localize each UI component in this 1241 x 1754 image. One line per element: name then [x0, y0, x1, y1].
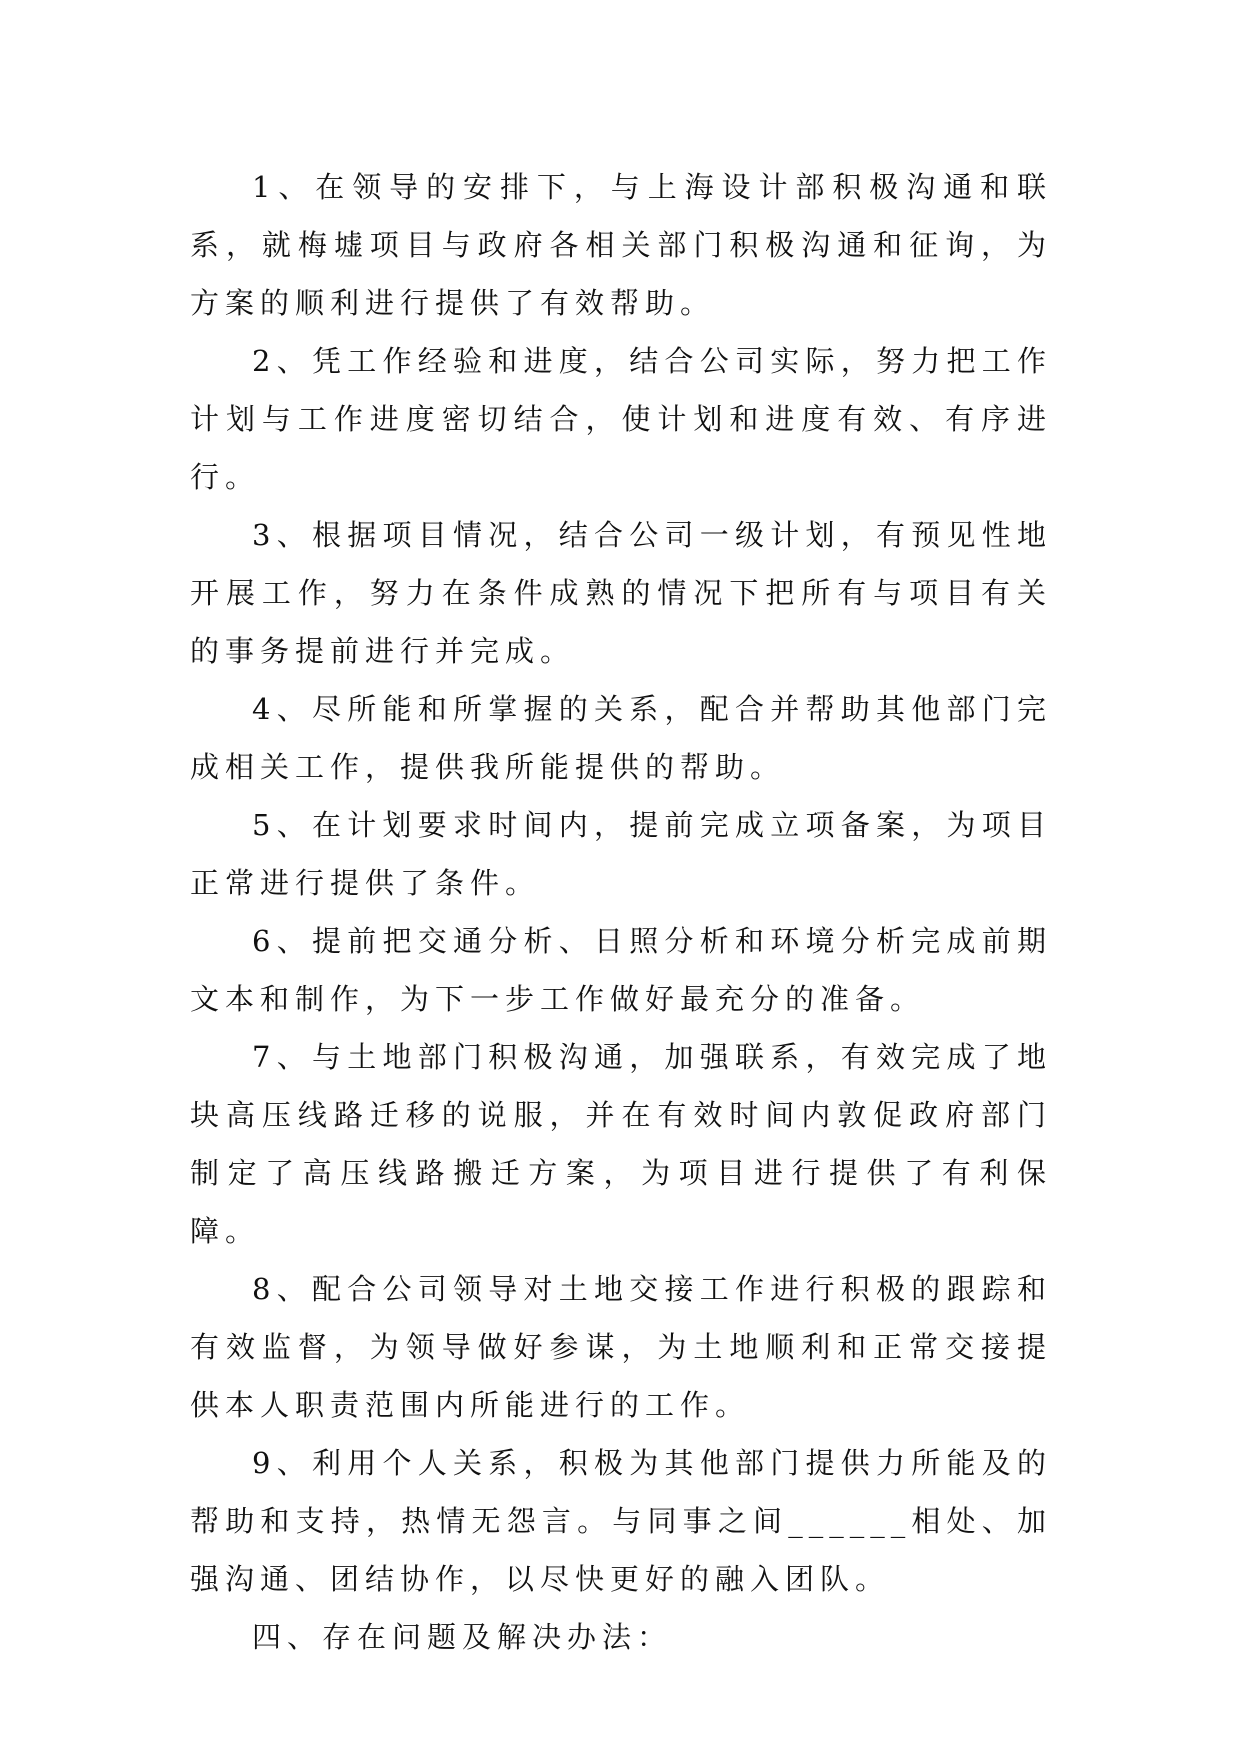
paragraph-item-9: 9、利用个人关系，积极为其他部门提供力所能及的帮助和支持，热情无怨言。与同事之间______相处、加强沟通、团结协作，以尽快更好的融入团队。	[190, 1446, 1052, 1596]
paragraph-item-2: 2、凭工作经验和进度，结合公司实际，努力把工作计划与工作进度密切结合，使计划和进度有效、有序进行。	[190, 344, 1052, 494]
paragraph-item-8: 8、配合公司领导对土地交接工作进行积极的跟踪和有效监督，为领导做好参谋，为土地顺利和正常交接提供本人职责范围内所能进行的工作。	[190, 1272, 1052, 1422]
paragraph-item-7: 7、与土地部门积极沟通，加强联系，有效完成了地块高压线路迁移的说服，并在有效时间内敦促政府部门制定了高压线路搬迁方案，为项目进行提供了有利保障。	[190, 1040, 1052, 1248]
paragraph-item-3: 3、根据项目情况，结合公司一级计划，有预见性地开展工作，努力在条件成熟的情况下把所有与项目有关的事务提前进行并完成。	[190, 518, 1052, 668]
document-body	[190, 158, 1052, 1666]
paragraph-item-5: 5、在计划要求时间内，提前完成立项备案，为项目正常进行提供了条件。	[190, 808, 1052, 900]
paragraph-item-4: 4、尽所能和所掌握的关系，配合并帮助其他部门完成相关工作，提供我所能提供的帮助。	[190, 692, 1052, 784]
paragraph-item-6: 6、提前把交通分析、日照分析和环境分析完成前期文本和制作，为下一步工作做好最充分的准备。	[190, 924, 1052, 1016]
paragraph-item-1: 1、在领导的安排下，与上海设计部积极沟通和联系，就梅墟项目与政府各相关部门积极沟通和征询，为方案的顺利进行提供了有效帮助。	[190, 170, 1052, 320]
section-heading: 四、存在问题及解决办法：	[252, 1620, 673, 1654]
